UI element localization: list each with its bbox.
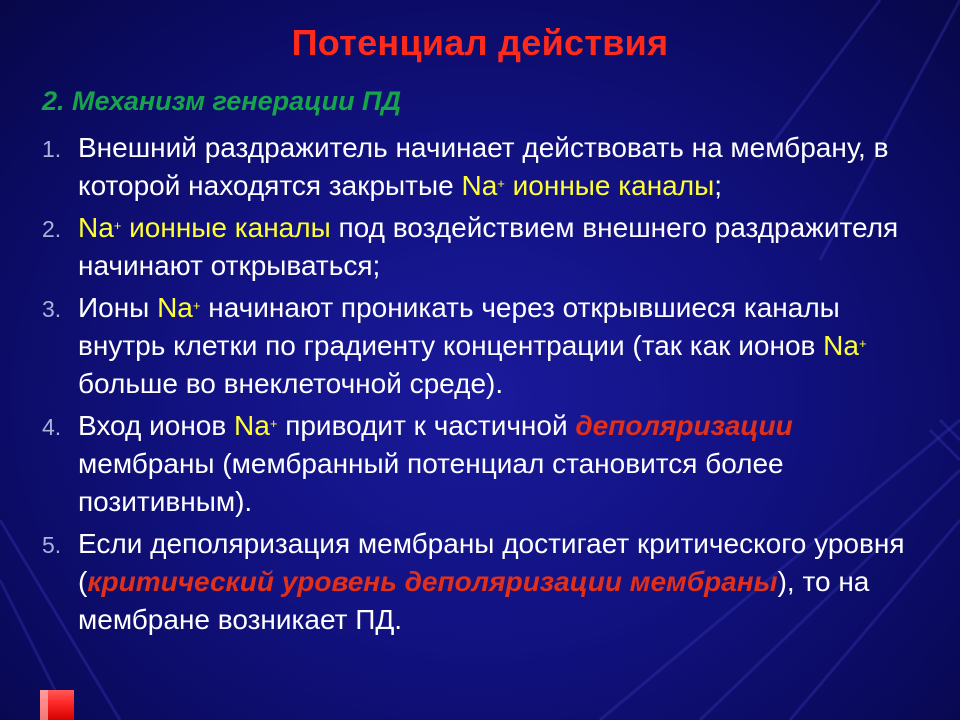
na-ion: Na: [234, 410, 270, 441]
na-charge: +: [192, 298, 201, 313]
item-text: Внешний раздражитель начинает действовать на мембрану, в которой находятся закрытые: [78, 132, 889, 201]
na-ion: Na: [78, 212, 114, 243]
list-item: [42, 407, 922, 521]
slide-subtitle: 2. Механизм генерации ПД: [42, 86, 401, 116]
item-number: 3.: [42, 296, 62, 322]
na-charge: +: [113, 218, 122, 233]
item-text: больше во внеклеточной среде).: [78, 368, 504, 399]
item-number: 2.: [42, 216, 62, 242]
na-charge: +: [858, 336, 867, 351]
item-text: под воздействием внешнего раздражителя начинают открываться;: [78, 212, 899, 281]
corner-decoration-stripe: [40, 690, 48, 720]
highlight-term: деполяризации: [575, 410, 793, 441]
list-item: [42, 209, 922, 285]
highlight-text: ионные каналы: [121, 212, 331, 243]
list-item: [42, 525, 922, 639]
item-number: 5.: [42, 532, 62, 558]
na-charge: +: [497, 176, 505, 191]
item-text: начинают проникать через открывшиеся каналы внутрь клетки по градиенту концентрации (так как ионов: [78, 292, 840, 361]
item-text: Если деполяризация мембраны достигает критического уровня (: [78, 528, 905, 597]
na-charge: +: [269, 416, 278, 431]
highlight-term: критический уровень деполяризации мембраны: [87, 566, 778, 597]
item-text: ), то на мембране возникает ПД.: [78, 566, 870, 635]
item-number: 4.: [42, 414, 62, 440]
na-ion: Na: [823, 330, 859, 361]
slide-title: Потенциал действия: [291, 22, 669, 63]
bullet-list: [42, 129, 922, 643]
highlight-text: ионные каналы: [504, 170, 715, 201]
item-text: мембраны (мембранный потенциал становится более позитивным).: [78, 448, 784, 517]
item-text: Вход ионов: [78, 410, 235, 441]
list-item: [42, 289, 922, 403]
na-ion: Na: [461, 170, 498, 201]
na-ion: Na: [157, 292, 193, 323]
item-number: 1.: [42, 136, 62, 162]
item-text: Ионы: [78, 292, 158, 323]
item-text: приводит к частичной: [277, 410, 576, 441]
item-text: ;: [714, 170, 722, 201]
list-item: [42, 129, 922, 205]
